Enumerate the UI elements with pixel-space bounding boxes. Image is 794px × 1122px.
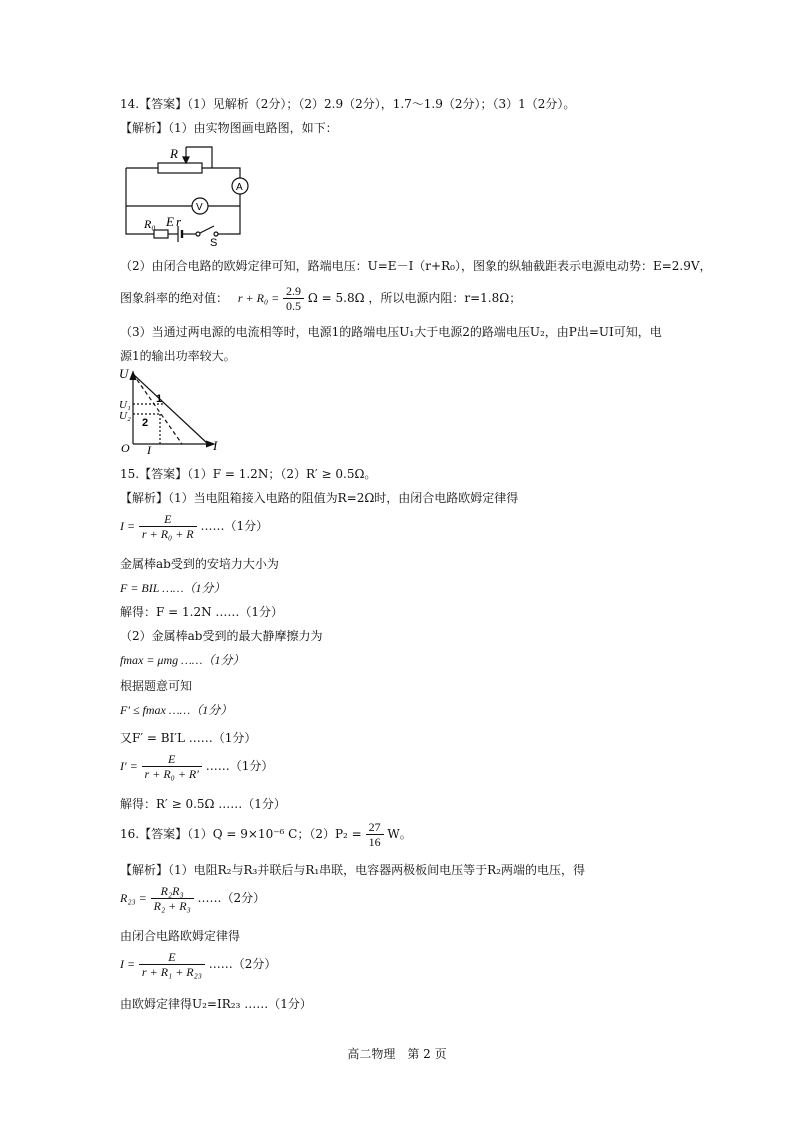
label-r: r [176, 214, 182, 229]
circuit-diagram [118, 142, 258, 246]
label-V: V [196, 202, 203, 213]
graph-label-O: O [121, 441, 130, 455]
q15-analysis-8: F′ ≤ fmax ……（1分） [120, 703, 233, 717]
page-footer: 高二物理 第 2 页 [347, 1047, 447, 1061]
q16-answer: 16.【答案】（1）Q = 9×10⁻⁶ C；（2）P₂ = $\frac{27}{16}$ W。 [120, 820, 412, 849]
graph-label-U2: U₂ [119, 410, 131, 422]
label-E: E [166, 214, 174, 229]
q16-formula-1: R₂₃ = $\frac{\text{R₂R₃}}{\text{R₂ + R₃}}$ ……（2分） [120, 884, 266, 913]
label-R: R [170, 146, 178, 161]
q15-analysis-10: 解得：R′ ≥ 0.5Ω ……（1分） [120, 797, 286, 811]
q14-formula-right: Ω = 5.8Ω [307, 291, 365, 305]
q16-analysis-2: 由闭合电路欧姆定律得 [120, 929, 241, 943]
q16-analysis-1: 【解析】（1）电阻R₂与R₃并联后与R₁串联，电容器两极板间电压等于R₂两端的电压，得 [120, 863, 586, 877]
graph-line-1 [133, 374, 208, 444]
q14-formula-left: r + R₀ = [237, 291, 280, 305]
label-R0: R₀ [144, 217, 156, 231]
rheostat-rect [158, 163, 202, 173]
q15-analysis-4: 解得：F = 1.2N ……（1分） [120, 605, 284, 619]
label-S: S [210, 237, 218, 246]
q14-part3-line2: 源1的输出功率较大。 [120, 349, 236, 363]
q14-fraction: $\frac{2.9}{0.5}$ [283, 284, 304, 313]
graph-label-2: 2 [142, 417, 149, 429]
q15-analysis-9: 又F′ = BI′L ……（1分） [120, 731, 257, 745]
graph-label-1: 1 [156, 393, 163, 405]
q14-part2-line2 [120, 282, 521, 314]
q15-analysis-6: fmax = μmg ……（1分） [120, 653, 245, 667]
q14-part2-text: 图象斜率的绝对值： [120, 291, 229, 305]
q15-analysis-3: F = BIL ……（1分） [120, 581, 226, 595]
q15-analysis-2: 金属棒ab受到的安培力大小为 [120, 557, 279, 571]
q14-analysis-1: 【解析】（1）由实物图画电路图，如下： [120, 121, 338, 135]
ui-graph [116, 366, 226, 456]
graph-line-2 [133, 374, 182, 444]
q16-analysis-3: 由欧姆定律得U₂=IR₂₃ ……（1分） [120, 997, 312, 1011]
q15-answer: 15.【答案】（1）F = 1.2N；（2）R′ ≥ 0.5Ω。 [120, 467, 377, 481]
q15-formula-2: I′ = $\frac{E}{\text{r + R₀ + R′}}$ ……（1分） [120, 752, 274, 781]
q14-answer: 14.【答案】（1）见解析（2分）；（2）2.9（2分），1.7～1.9（2分）；（3）1（2分）。 [120, 97, 576, 111]
q15-formula-1: I = $\frac{E}{\text{r + R₀ + R}}$ ……（1分） [120, 512, 269, 541]
graph-label-I-axis: I [213, 438, 218, 453]
q14-part2-line1: （2）由闭合电路的欧姆定律可知，路端电压：U=E－I（r+R₀），图象的纵轴截距表示电源电动势：E=2.9V， [120, 259, 712, 273]
q16-formula-2: I = $\frac{E}{\text{r + R₁ + R₂₃}}$ ……（2分） [120, 950, 277, 979]
q15-analysis-1: 【解析】（1）当电阻箱接入电路的阻值为R=2Ω时，由闭合电路欧姆定律得 [120, 491, 519, 505]
q15-analysis-5: （2）金属棒ab受到的最大静摩擦力为 [120, 629, 323, 643]
graph-label-U: U [119, 366, 129, 381]
q14-part2-text-b: ，所以电源内阻：r=1.8Ω； [368, 291, 522, 305]
label-A: A [236, 182, 243, 193]
q14-part3-line1: （3）当通过两电源的电流相等时，电源1的路端电压U₁大于电源2的路端电压U₂，由P出=UI可知，电 [120, 325, 662, 339]
q15-analysis-7: 根据题意可知 [120, 679, 193, 693]
graph-label-U1: U₁ [119, 399, 131, 411]
graph-label-I-mark: I [147, 443, 151, 456]
